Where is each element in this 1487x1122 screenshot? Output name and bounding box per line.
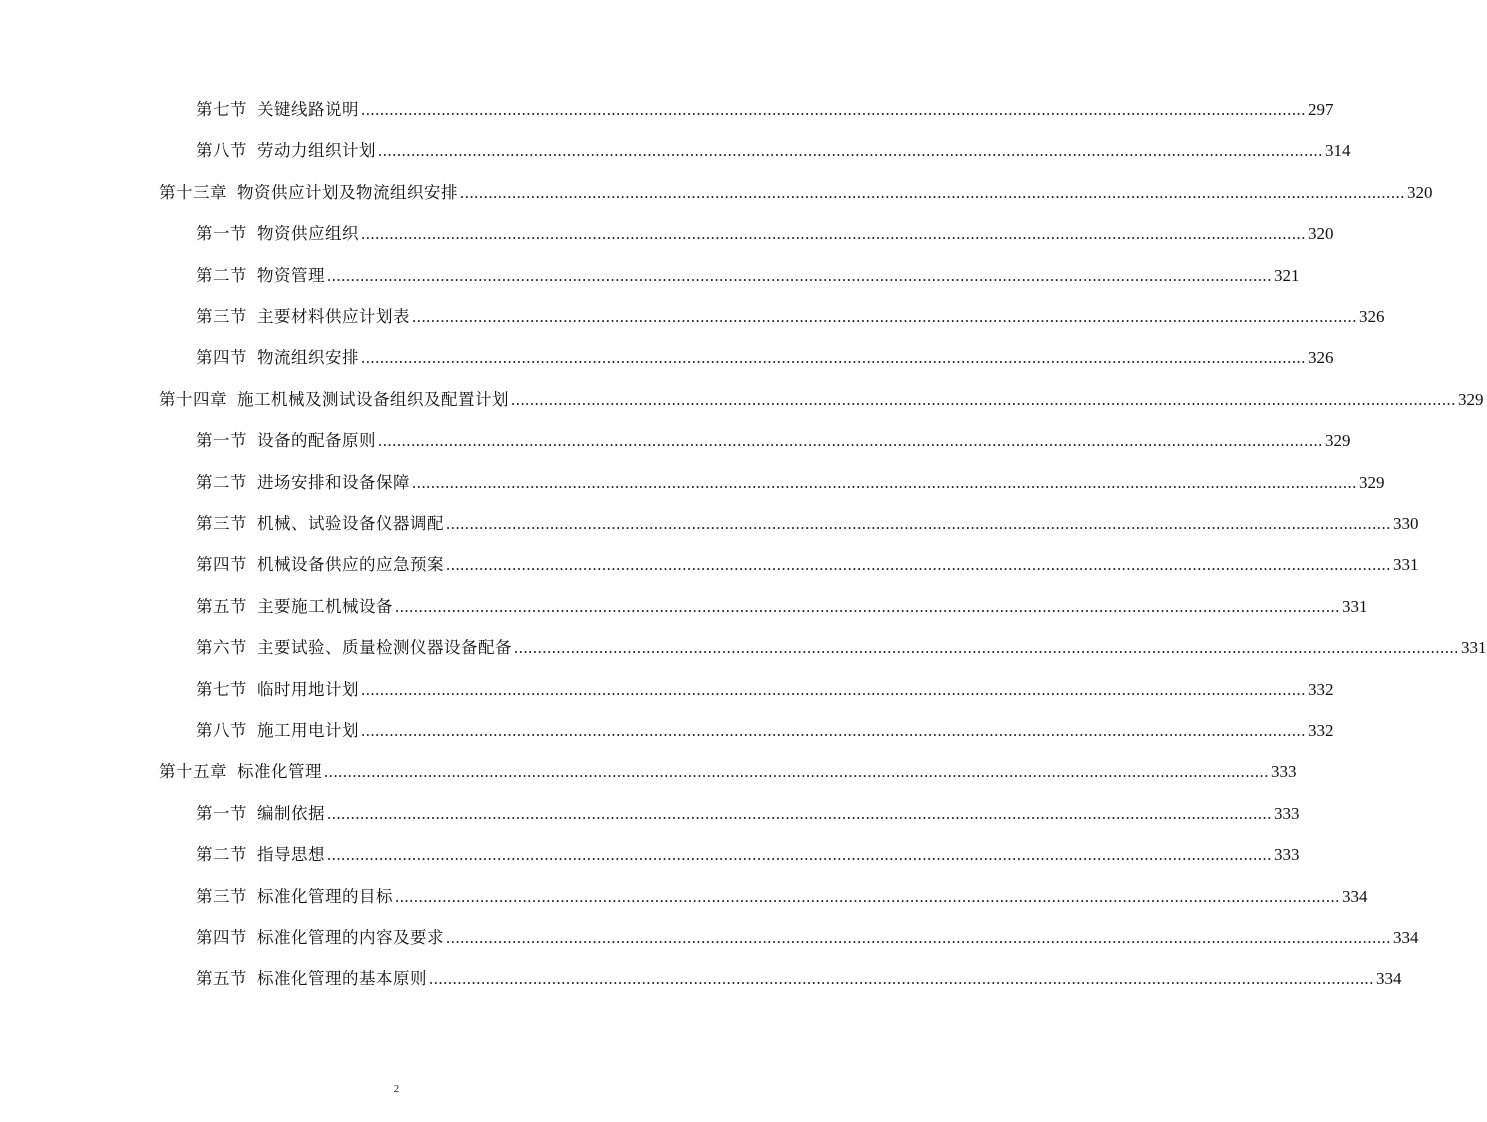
toc-entry-title: 指导思想 [257,845,325,865]
toc-dot-leader: ........................................................................................................................................................................................................ [327,803,1272,823]
toc-entry-page: 333 [1274,845,1300,865]
toc-entry-number: 第一节 [196,224,247,244]
toc-section-entry[interactable] [196,925,1419,951]
toc-dot-leader: ........................................................................................................................................................................................................ [327,845,1272,865]
toc-entry-number: 第十五章 [159,762,227,782]
toc-entry-title: 机械设备供应的应急预案 [257,555,444,575]
toc-entry-page: 329 [1325,431,1351,451]
toc-entry-title: 施工机械及测试设备组织及配置计划 [237,389,509,409]
toc-entry-number: 第三节 [196,514,247,533]
toc-entry-page: 334 [1342,886,1368,906]
toc-section-entry[interactable] [196,138,1351,164]
toc-entry-page: 321 [1274,265,1300,285]
toc-entry-page: 333 [1274,803,1300,823]
toc-entry-number: 第七节 [196,100,247,119]
toc-entry-page: 320 [1407,182,1433,202]
toc-entry-page: 331 [1461,638,1487,658]
toc-dot-leader: ........................................................................................................................................................................................................ [514,638,1459,658]
toc-entry-number: 第四节 [196,348,247,368]
toc-entry-title: 物资管理 [257,265,325,285]
toc-entry-page: 334 [1393,928,1419,947]
toc-entry-title: 设备的配备原则 [257,431,376,451]
toc-dot-leader: ........................................................................................................................................................................................................ [361,348,1306,368]
toc-entry-number: 第八节 [196,721,247,740]
toc-entry-number: 第六节 [196,638,247,658]
toc-entry-number: 第二节 [196,472,247,492]
toc-entry-title: 标准化管理的内容及要求 [257,928,444,947]
toc-section-entry[interactable] [196,801,1300,827]
toc-entry-title: 标准化管理 [237,762,322,782]
toc-section-entry[interactable] [196,304,1385,330]
toc-entry-title: 关键线路说明 [257,100,359,119]
toc-dot-leader: ........................................................................................................................................................................................................ [324,762,1269,782]
toc-entry-number: 第二节 [196,265,247,285]
toc-dot-leader: ........................................................................................................................................................................................................ [361,679,1306,699]
toc-section-entry[interactable] [196,884,1368,910]
toc-entry-number: 第八节 [196,141,247,161]
toc-entry-number: 第十三章 [159,182,227,202]
toc-dot-leader: ........................................................................................................................................................................................................ [361,224,1306,244]
toc-entry-title: 进场安排和设备保障 [257,472,410,492]
toc-section-entry[interactable] [196,718,1334,744]
toc-dot-leader: ........................................................................................................................................................................................................ [361,100,1306,119]
toc-dot-leader: ........................................................................................................................................................................................................ [429,969,1374,989]
toc-dot-leader: ........................................................................................................................................................................................................ [361,721,1306,740]
toc-section-entry[interactable] [196,677,1334,703]
toc-entry-number: 第四节 [196,928,247,947]
toc-dot-leader: ........................................................................................................................................................................................................ [511,389,1456,409]
toc-dot-leader: ........................................................................................................................................................................................................ [460,182,1405,202]
toc-entry-number: 第四节 [196,555,247,575]
toc-section-entry[interactable] [196,345,1334,371]
toc-chapter-entry[interactable] [159,180,1433,206]
toc-section-entry[interactable] [196,428,1351,454]
toc-section-entry[interactable] [196,511,1419,537]
toc-dot-leader: ........................................................................................................................................................................................................ [446,514,1391,533]
toc-entry-title: 物流组织安排 [257,348,359,368]
toc-section-entry[interactable] [196,470,1385,496]
toc-entry-number: 第十四章 [159,389,227,409]
toc-dot-leader: ........................................................................................................................................................................................................ [378,141,1323,161]
toc-entry-page: 331 [1342,596,1368,616]
toc-dot-leader: ........................................................................................................................................................................................................ [412,307,1357,326]
page-number: 2 [393,1083,400,1095]
toc-entry-page: 332 [1308,679,1334,699]
toc-entry-title: 编制依据 [257,803,325,823]
toc-entry-title: 物资供应组织 [257,224,359,244]
toc-dot-leader: ........................................................................................................................................................................................................ [395,886,1340,906]
toc-entry-number: 第一节 [196,803,247,823]
toc-entry-number: 第五节 [196,596,247,616]
toc-dot-leader: ........................................................................................................................................................................................................ [395,596,1340,616]
toc-entry-title: 机械、试验设备仪器调配 [257,514,444,533]
toc-section-entry[interactable] [196,263,1300,289]
toc-dot-leader: ........................................................................................................................................................................................................ [327,265,1272,285]
toc-entry-page: 330 [1393,514,1419,533]
toc-entry-number: 第三节 [196,886,247,906]
toc-entry-number: 第七节 [196,679,247,699]
toc-entry-page: 332 [1308,721,1334,740]
toc-entry-page: 334 [1376,969,1402,989]
toc-dot-leader: ........................................................................................................................................................................................................ [378,431,1323,451]
toc-entry-number: 第一节 [196,431,247,451]
toc-section-entry[interactable] [196,635,1487,661]
toc-chapter-entry[interactable] [159,759,1297,785]
toc-entry-page: 333 [1271,762,1297,782]
toc-entry-title: 标准化管理的目标 [257,886,393,906]
toc-entry-page: 331 [1393,555,1419,575]
toc-entry-title: 劳动力组织计划 [257,141,376,161]
toc-entry-page: 326 [1308,348,1334,368]
toc-entry-title: 主要材料供应计划表 [257,307,410,326]
toc-entry-page: 297 [1308,100,1334,119]
toc-entry-number: 第五节 [196,969,247,989]
toc-section-entry[interactable] [196,221,1334,247]
toc-section-entry[interactable] [196,842,1300,868]
toc-entry-title: 物资供应计划及物流组织安排 [237,182,458,202]
toc-entry-page: 314 [1325,141,1351,161]
toc-entry-page: 326 [1359,307,1385,326]
toc-entry-page: 329 [1359,472,1385,492]
toc-entry-title: 施工用电计划 [257,721,359,740]
toc-entry-title: 主要试验、质量检测仪器设备配备 [257,638,512,658]
toc-entry-page: 329 [1458,389,1484,409]
toc-entry-number: 第二节 [196,845,247,865]
toc-entry-title: 临时用地计划 [257,679,359,699]
toc-dot-leader: ........................................................................................................................................................................................................ [446,928,1391,947]
toc-entry-title: 标准化管理的基本原则 [257,969,427,989]
toc-chapter-entry[interactable] [159,387,1484,413]
toc-section-entry[interactable] [196,966,1402,992]
toc-section-entry[interactable] [196,97,1334,123]
toc-entry-page: 320 [1308,224,1334,244]
toc-dot-leader: ........................................................................................................................................................................................................ [446,555,1391,575]
toc-section-entry[interactable] [196,552,1419,578]
toc-entry-title: 主要施工机械设备 [257,596,393,616]
toc-section-entry[interactable] [196,594,1368,620]
toc-entry-number: 第三节 [196,307,247,326]
toc-dot-leader: ........................................................................................................................................................................................................ [412,472,1357,492]
